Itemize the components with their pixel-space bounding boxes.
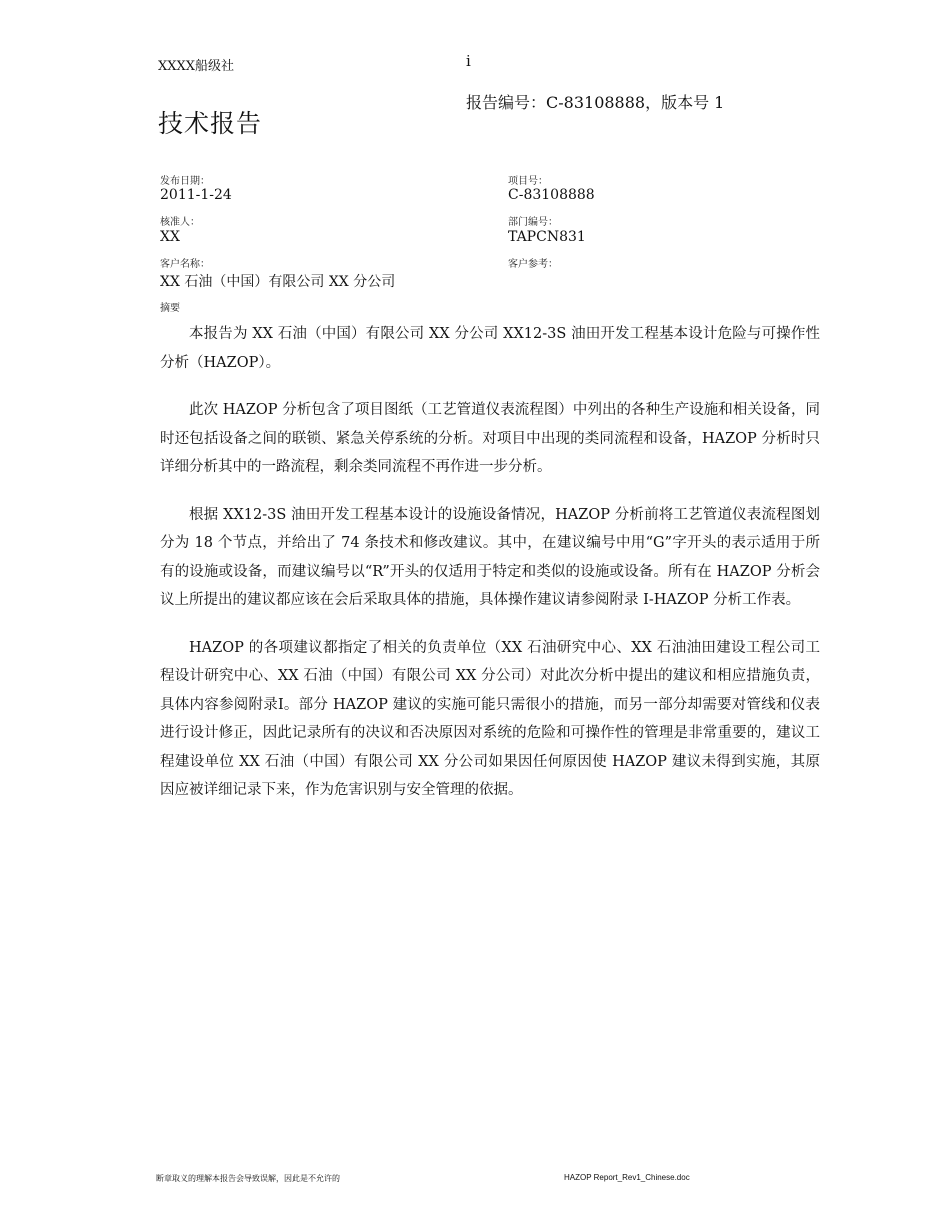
footer-disclaimer: 断章取义的理解本报告会导致误解，因此是不允许的	[156, 1174, 340, 1183]
page-title: 技术报告	[158, 109, 263, 138]
issue-date-label: 发布日期：	[160, 176, 210, 187]
approver-value: XX	[160, 229, 180, 245]
summary-paragraph-3: 根据 XX12-3S 油田开发工程基本设计的设施设备情况，HAZOP 分析前将工艺管道仪表流程图划分为 18 个节点，并给出了 74 条技术和修改建议。其中，在建议编号中用“G”字开头的表示适用于所有的设施或设备，而建议编号以“R”开头的仅适用于特定和类似的设施或设备。所有在 HAZOP 分析会议上所提出的建议都应该在会后采取具体的措施，具体操作建议请参阅附录 I-HAZOP 分析工作表。	[160, 506, 820, 608]
footer-filename: HAZOP Report_Rev1_Chinese.doc	[564, 1173, 690, 1182]
client-name-label: 客户名称：	[160, 259, 210, 270]
summary-paragraph-2: 此次 HAZOP 分析包含了项目图纸（工艺管道仪表流程图）中列出的各种生产设施和相关设备，同时还包括设备之间的联锁、紧急关停系统的分析。对项目中出现的类同流程和设备，HAZOP 分析时只详细分析其中的一路流程，剩余类同流程不再作进一步分析。	[160, 402, 820, 475]
summary-paragraph-1: 本报告为 XX 石油（中国）有限公司 XX 分公司 XX12-3S 油田开发工程基本设计危险与可操作性分析（HAZOP）。	[160, 326, 820, 371]
client-ref-label: 客户参考：	[508, 259, 558, 270]
dept-no-value: TAPCN831	[508, 229, 586, 245]
summary-body	[160, 320, 820, 824]
summary-label: 摘要	[160, 303, 180, 314]
client-name-value: XX 石油（中国）有限公司 XX 分公司	[160, 274, 396, 290]
dept-no-label: 部门编号：	[508, 217, 558, 228]
report-number: 报告编号：C-83108888，版本号 1	[466, 93, 725, 112]
approver-label: 核准人：	[160, 217, 200, 228]
organization-name: XXXX船级社	[158, 59, 235, 74]
issue-date-value: 2011-1-24	[160, 187, 232, 203]
page-number: i	[466, 52, 471, 70]
project-no-value: C-83108888	[508, 187, 595, 203]
project-no-label: 项目号：	[508, 176, 548, 187]
summary-paragraph-4: HAZOP 的各项建议都指定了相关的负责单位（XX 石油研究中心、XX 石油油田建设工程公司工程设计研究中心、XX 石油（中国）有限公司 XX 分公司）对此次分析中提出的建议和相应措施负责，具体内容参阅附录Ⅰ。部分 HAZOP 建议的实施可能只需很小的措施，而另一部分却需要对管线和仪表进行设计修正，因此记录所有的决议和否决原因对系统的危险和可操作性的管理是非常重要的，建议工程建设单位 XX 石油（中国）有限公司 XX 分公司如果因任何原因使 HAZOP 建议未得到实施，其原因应被详细记录下来，作为危害识别与安全管理的依据。	[160, 639, 820, 798]
